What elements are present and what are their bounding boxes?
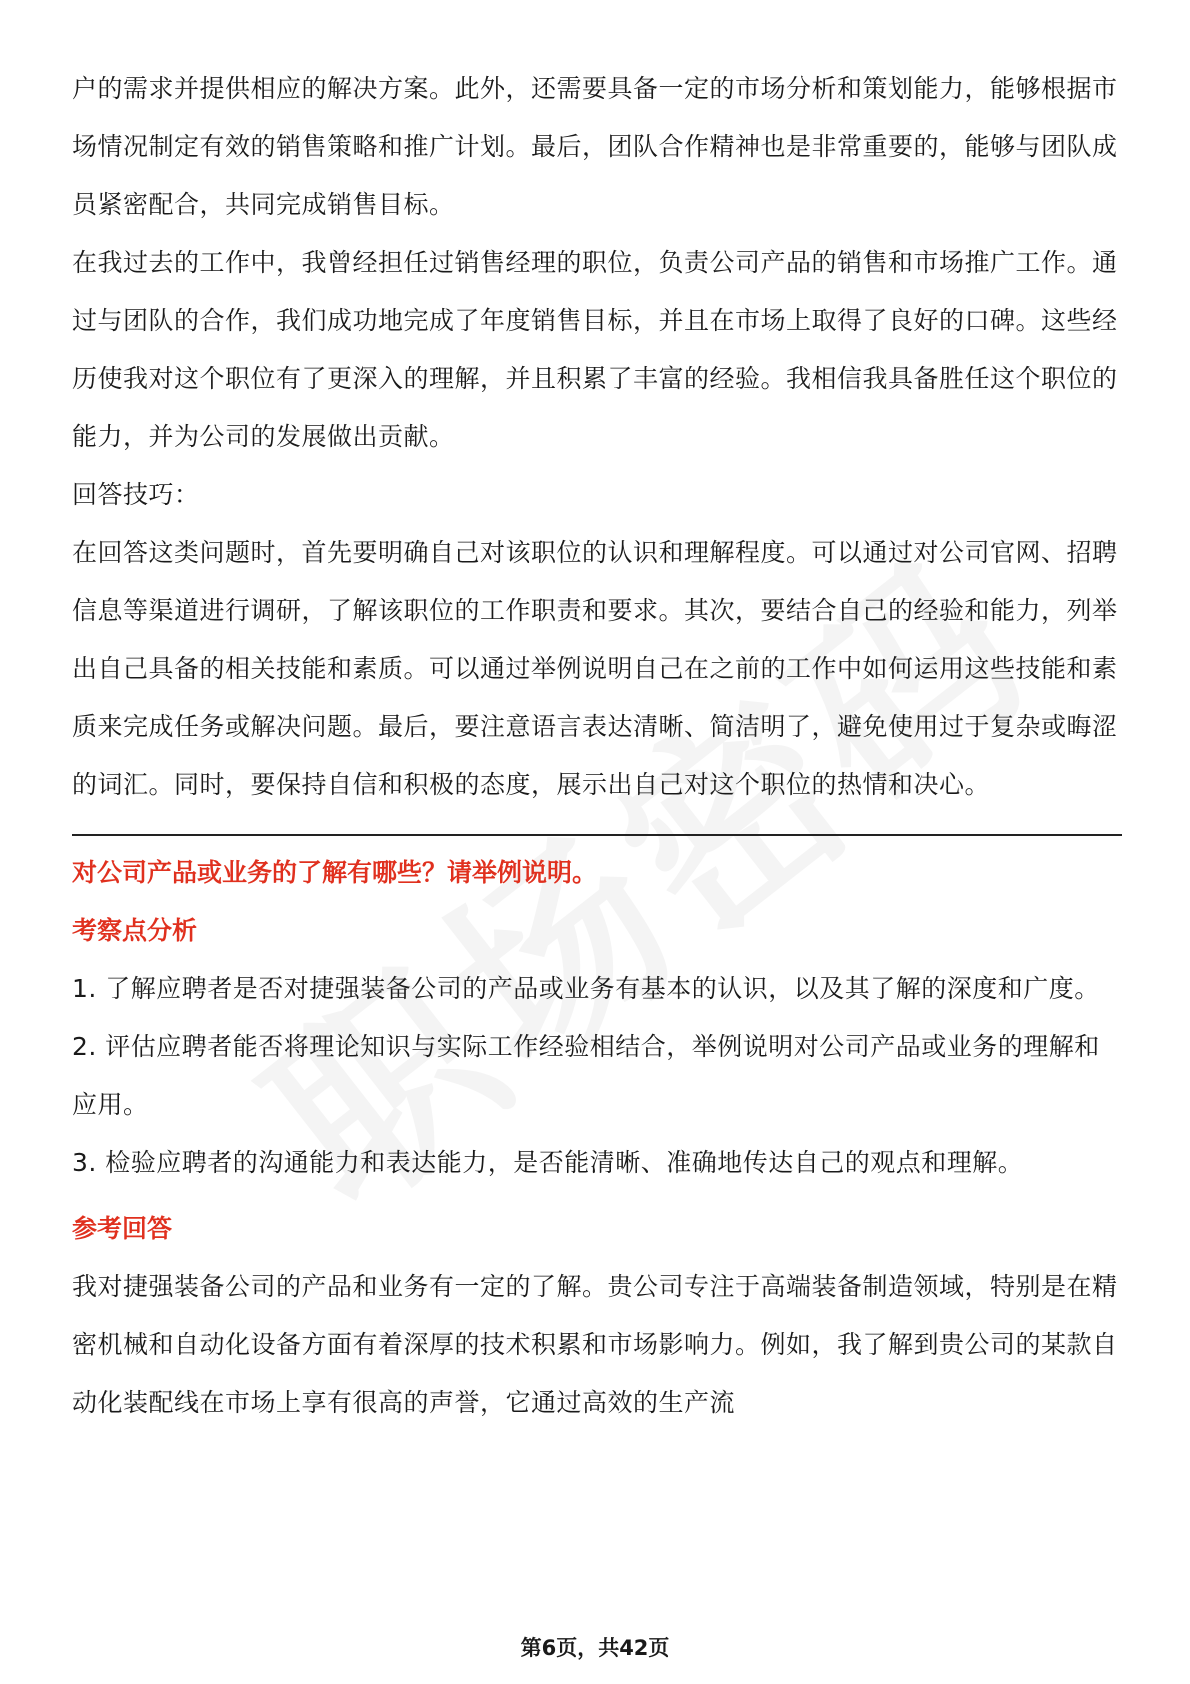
analysis-item-3: 3. 检验应聘者的沟通能力和表达能力，是否能清晰、准确地传达自己的观点和理解。	[72, 1148, 1024, 1177]
analysis-item-1: 1. 了解应聘者是否对捷强装备公司的产品或业务有基本的认识，以及其了解的深度和广度。	[72, 974, 1100, 1003]
analysis-heading: 考察点分析	[72, 916, 198, 945]
tips-text: 在回答这类问题时，首先要明确自己对该职位的认识和理解程度。可以通过对公司官网、招聘信息等渠道进行调研，了解该职位的工作职责和要求。其次，要结合自己的经验和能力，列举出自己具备的相关技能和素质。可以通过举例说明自己在之前的工作中如何运用这些技能和素质来完成任务或解决问题。最后，要注意语言表达清晰、简洁明了，避免使用过于复杂或晦涩的词汇。同时，要保持自信和积极的态度，展示出自己对这个职位的热情和决心。	[72, 538, 1118, 799]
question-title: 对公司产品或业务的了解有哪些？请举例说明。	[72, 858, 598, 887]
section-divider	[72, 834, 1122, 836]
spacer	[72, 1192, 1122, 1200]
intro-paragraph-2: 在我过去的工作中，我曾经担任过销售经理的职位，负责公司产品的销售和市场推广工作。通过与团队的合作，我们成功地完成了年度销售目标，并且在市场上取得了良好的口碑。这些经历使我对这个职位有了更深入的理解，并且积累了丰富的经验。我相信我具备胜任这个职位的能力，并为公司的发展做出贡献。	[72, 248, 1118, 451]
analysis-item-2: 2. 评估应聘者能否将理论知识与实际工作经验相结合，举例说明对公司产品或业务的理解和应用。	[72, 1032, 1100, 1119]
intro-paragraph-1: 户的需求并提供相应的解决方案。此外，还需要具备一定的市场分析和策划能力，能够根据市场情况制定有效的销售策略和推广计划。最后，团队合作精神也是非常重要的，能够与团队成员紧密配合，共同完成销售目标。	[72, 74, 1118, 219]
answer-text: 我对捷强装备公司的产品和业务有一定的了解。贵公司专注于高端装备制造领域，特别是在精密机械和自动化设备方面有着深厚的技术积累和市场影响力。例如，我了解到贵公司的某款自动化装配线在市场上享有很高的声誉，它通过高效的生产流	[72, 1272, 1118, 1417]
tips-label: 回答技巧：	[72, 480, 200, 509]
page-footer: 第6页，共42页	[520, 1636, 670, 1660]
document-page	[72, 60, 1122, 1432]
answer-heading: 参考回答	[72, 1214, 173, 1243]
